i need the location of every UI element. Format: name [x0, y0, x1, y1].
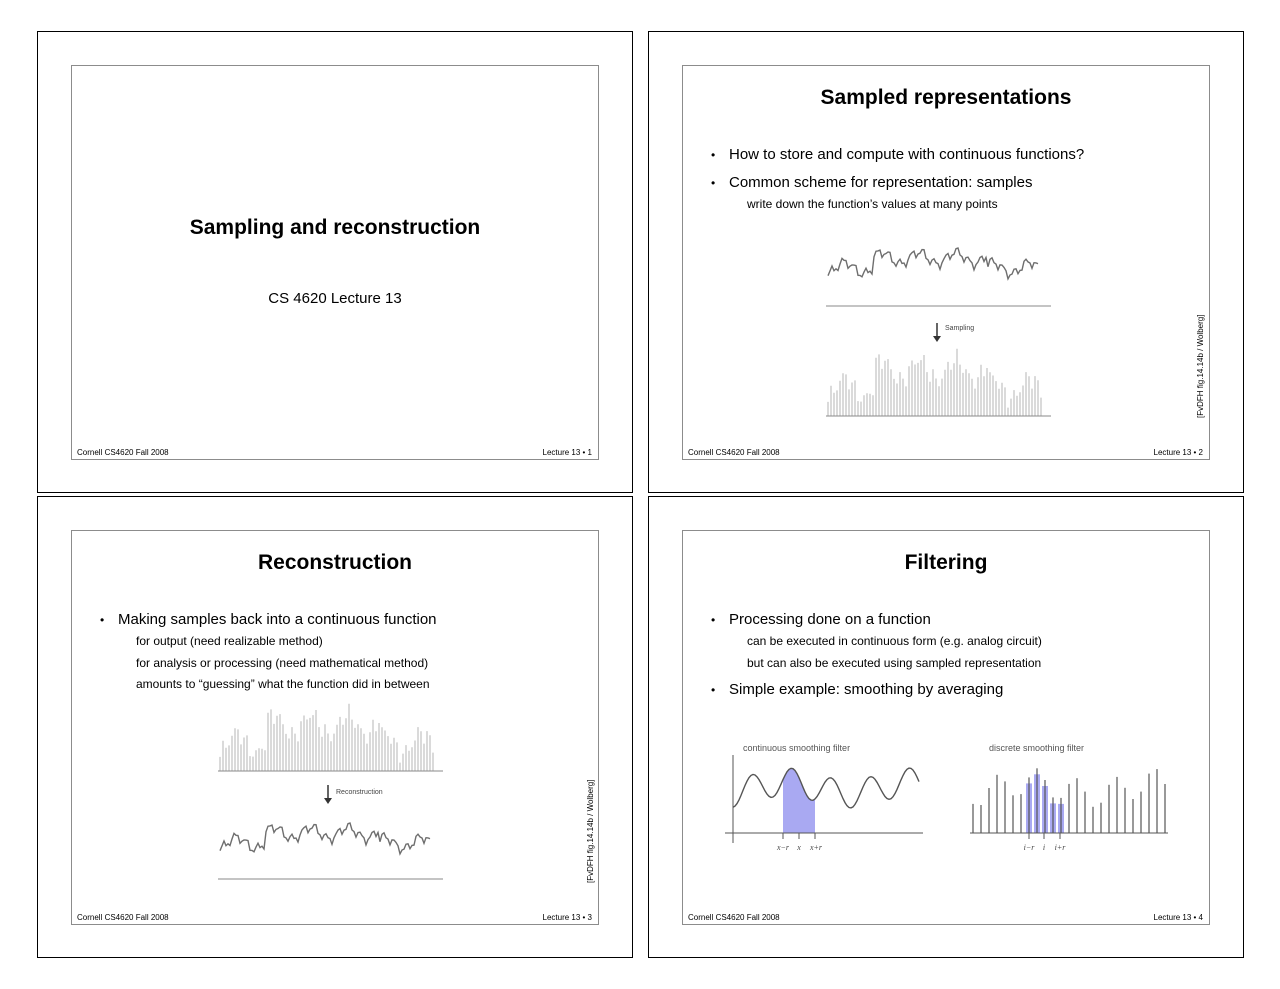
tick-label: x — [797, 843, 801, 852]
sub-bullet: can be executed in continuous form (e.g. analog circuit) — [747, 634, 1042, 648]
discrete-filter-figure — [968, 753, 1173, 853]
sub-bullet: write down the function’s values at many points — [747, 197, 998, 211]
tick-label: x−r — [776, 843, 790, 852]
bullet-item: • Common scheme for representation: samples — [711, 174, 1033, 191]
slide-frame-1 — [37, 31, 633, 493]
sub-bullet: for output (need realizable method) — [136, 634, 323, 648]
reconstruction-figure — [215, 713, 450, 883]
figure-label-continuous: continuous smoothing filter — [743, 743, 851, 753]
tick-label: i+r — [1054, 843, 1066, 852]
figure-label-discrete: discrete smoothing filter — [989, 743, 1085, 753]
bullet-item: • Simple example: smoothing by averaging — [711, 681, 1004, 698]
slide-4 — [682, 530, 1210, 925]
slide-footer-course: Cornell CS4620 Fall 2008 — [77, 448, 169, 457]
tick-label: i — [1042, 843, 1046, 852]
slide-3 — [71, 530, 599, 925]
sampling-figure — [823, 238, 1058, 418]
figure-label-sampling: Sampling — [945, 325, 975, 332]
figure-label-reconstruction: Reconstruction — [336, 789, 383, 796]
bullet-item: • Making samples back into a continuous function — [100, 611, 437, 628]
continuous-filter-figure — [723, 753, 928, 853]
slide-subtitle: CS 4620 Lecture 13 — [268, 290, 402, 307]
slide-frame-3 — [37, 496, 633, 958]
slide-1 — [71, 65, 599, 460]
slide-title: Reconstruction — [257, 551, 412, 574]
slide-2 — [682, 65, 1210, 460]
slide-title: Sampled representations — [820, 86, 1072, 109]
slide-footer-course: Cornell CS4620 Fall 2008 — [688, 913, 780, 922]
figure-credit: [FvDFH fig.14.14b / Wolberg] — [586, 779, 595, 883]
sub-bullet: but can also be executed using sampled representation — [747, 656, 1042, 670]
slide-footer-course: Cornell CS4620 Fall 2008 — [77, 913, 169, 922]
slide-footer-page: Lecture 13 • 2 — [1153, 448, 1203, 457]
slide-frame-4 — [648, 496, 1244, 958]
slide-frame-2 — [648, 31, 1244, 493]
bullet-item: • Processing done on a function — [711, 611, 931, 628]
slide-title: Filtering — [904, 551, 988, 574]
slide-footer-page: Lecture 13 • 4 — [1153, 913, 1203, 922]
slide-footer-page: Lecture 13 • 1 — [542, 448, 592, 457]
slide-footer-page: Lecture 13 • 3 — [542, 913, 592, 922]
slide-footer-course: Cornell CS4620 Fall 2008 — [688, 448, 780, 457]
bullet-item: • How to store and compute with continuous functions? — [711, 146, 1085, 163]
tick-label: i−r — [1023, 843, 1035, 852]
figure-credit: [FvDFH fig.14.14b / Wolberg] — [1196, 314, 1205, 418]
sub-bullet: for analysis or processing (need mathematical method) — [136, 656, 429, 670]
tick-label: x+r — [809, 843, 823, 852]
sub-bullet: amounts to “guessing” what the function did in between — [136, 677, 430, 691]
slide-title: Sampling and reconstruction — [189, 216, 481, 239]
